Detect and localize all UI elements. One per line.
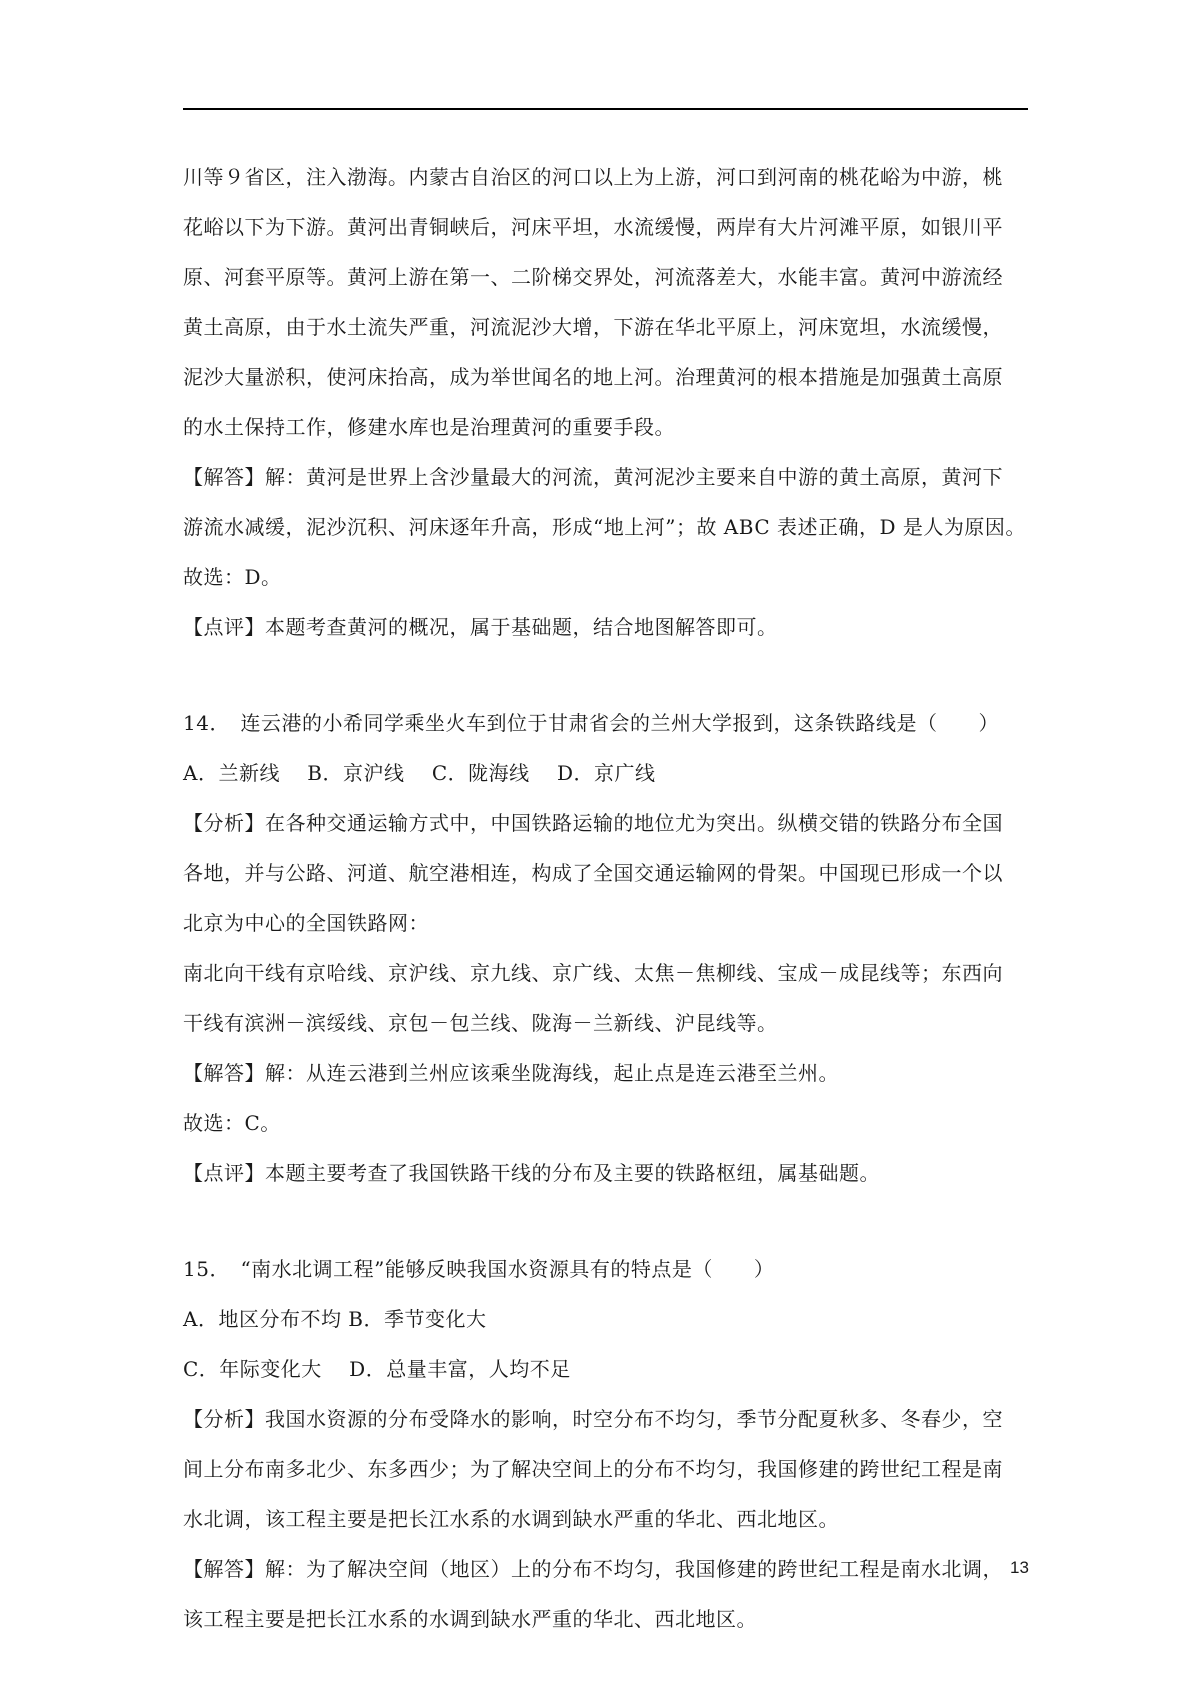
choice-line: 故选：D。 xyxy=(183,565,282,589)
text-line: 原、河套平原等。黄河上游在第一、二阶梯交界处，河流落差大，水能丰富。黄河中游流经 xyxy=(183,265,1003,289)
header-rule xyxy=(183,108,1028,110)
text-line: 黄土高原，由于水土流失严重，河流泥沙大增，下游在华北平原上，河床宽坦，水流缓慢， xyxy=(183,315,1003,339)
question-14 xyxy=(183,698,1028,1198)
analysis-line: 干线有滨洲－滨绥线、京包－包兰线、陇海－兰新线、沪昆线等。 xyxy=(183,1011,778,1035)
analysis-line: 间上分布南多北少、东多西少；为了解决空间上的分布不均匀，我国修建的跨世纪工程是南 xyxy=(183,1457,1003,1481)
page-content xyxy=(183,152,1028,1644)
answer-line: 该工程主要是把长江水系的水调到缺水严重的华北、西北地区。 xyxy=(183,1607,757,1631)
question-15 xyxy=(183,1244,1028,1644)
analysis-line: 【分析】在各种交通运输方式中，中国铁路运输的地位尤为突出。纵横交错的铁路分布全国 xyxy=(183,811,1003,835)
answer-line: 【解答】解：从连云港到兰州应该乘坐陇海线，起止点是连云港至兰州。 xyxy=(183,1061,839,1085)
choice-line: 故选：C。 xyxy=(183,1111,281,1135)
question-stem: 15． “南水北调工程”能够反映我国水资源具有的特点是（ ） xyxy=(183,1257,775,1281)
question-options: A．地区分布不均 B．季节变化大 xyxy=(183,1307,487,1331)
text-line: 花峪以下为下游。黄河出青铜峡后，河床平坦，水流缓慢，两岸有大片河滩平原，如银川平 xyxy=(183,215,1003,239)
text-line: 川等９省区，注入渤海。内蒙古自治区的河口以上为上游，河口到河南的桃花峪为中游，桃 xyxy=(183,165,1003,189)
question-stem: 14． 连云港的小希同学乘坐火车到位于甘肃省会的兰州大学报到，这条铁路线是（ ） xyxy=(183,711,999,735)
analysis-line: 水北调，该工程主要是把长江水系的水调到缺水严重的华北、西北地区。 xyxy=(183,1507,839,1531)
answer-line: 游流水减缓，泥沙沉积、河床逐年升高，形成“地上河”；故 ABC 表述正确，D 是人为原因。 xyxy=(183,515,1026,539)
text-line: 泥沙大量淤积，使河床抬高，成为举世闻名的地上河。治理黄河的根本措施是加强黄土高原 xyxy=(183,365,1003,389)
page-number: 13 xyxy=(1010,1558,1029,1577)
analysis-line: 【分析】我国水资源的分布受降水的影响，时空分布不均匀，季节分配夏秋多、冬春少，空 xyxy=(183,1407,1003,1431)
text-line: 的水土保持工作，修建水库也是治理黄河的重要手段。 xyxy=(183,415,675,439)
analysis-line: 各地，并与公路、河道、航空港相连，构成了全国交通运输网的骨架。中国现已形成一个以 xyxy=(183,861,1003,885)
paragraph-block-yellow-river xyxy=(183,152,1028,652)
analysis-line: 南北向干线有京哈线、京沪线、京九线、京广线、太焦－焦柳线、宝成－成昆线等；东西向 xyxy=(183,961,1003,985)
answer-line: 【解答】解：黄河是世界上含沙量最大的河流，黄河泥沙主要来自中游的黄土高原，黄河下 xyxy=(183,465,1003,489)
answer-line: 【解答】解：为了解决空间（地区）上的分布不均匀，我国修建的跨世纪工程是南水北调， xyxy=(183,1557,1003,1581)
question-options: A．兰新线 B．京沪线 C．陇海线 D．京广线 xyxy=(183,761,656,785)
analysis-line: 北京为中心的全国铁路网： xyxy=(183,911,429,935)
comment-line: 【点评】本题考查黄河的概况，属于基础题，结合地图解答即可。 xyxy=(183,615,778,639)
question-options: C．年际变化大 D．总量丰富，人均不足 xyxy=(183,1357,571,1381)
comment-line: 【点评】本题主要考查了我国铁路干线的分布及主要的铁路枢纽，属基础题。 xyxy=(183,1161,880,1185)
